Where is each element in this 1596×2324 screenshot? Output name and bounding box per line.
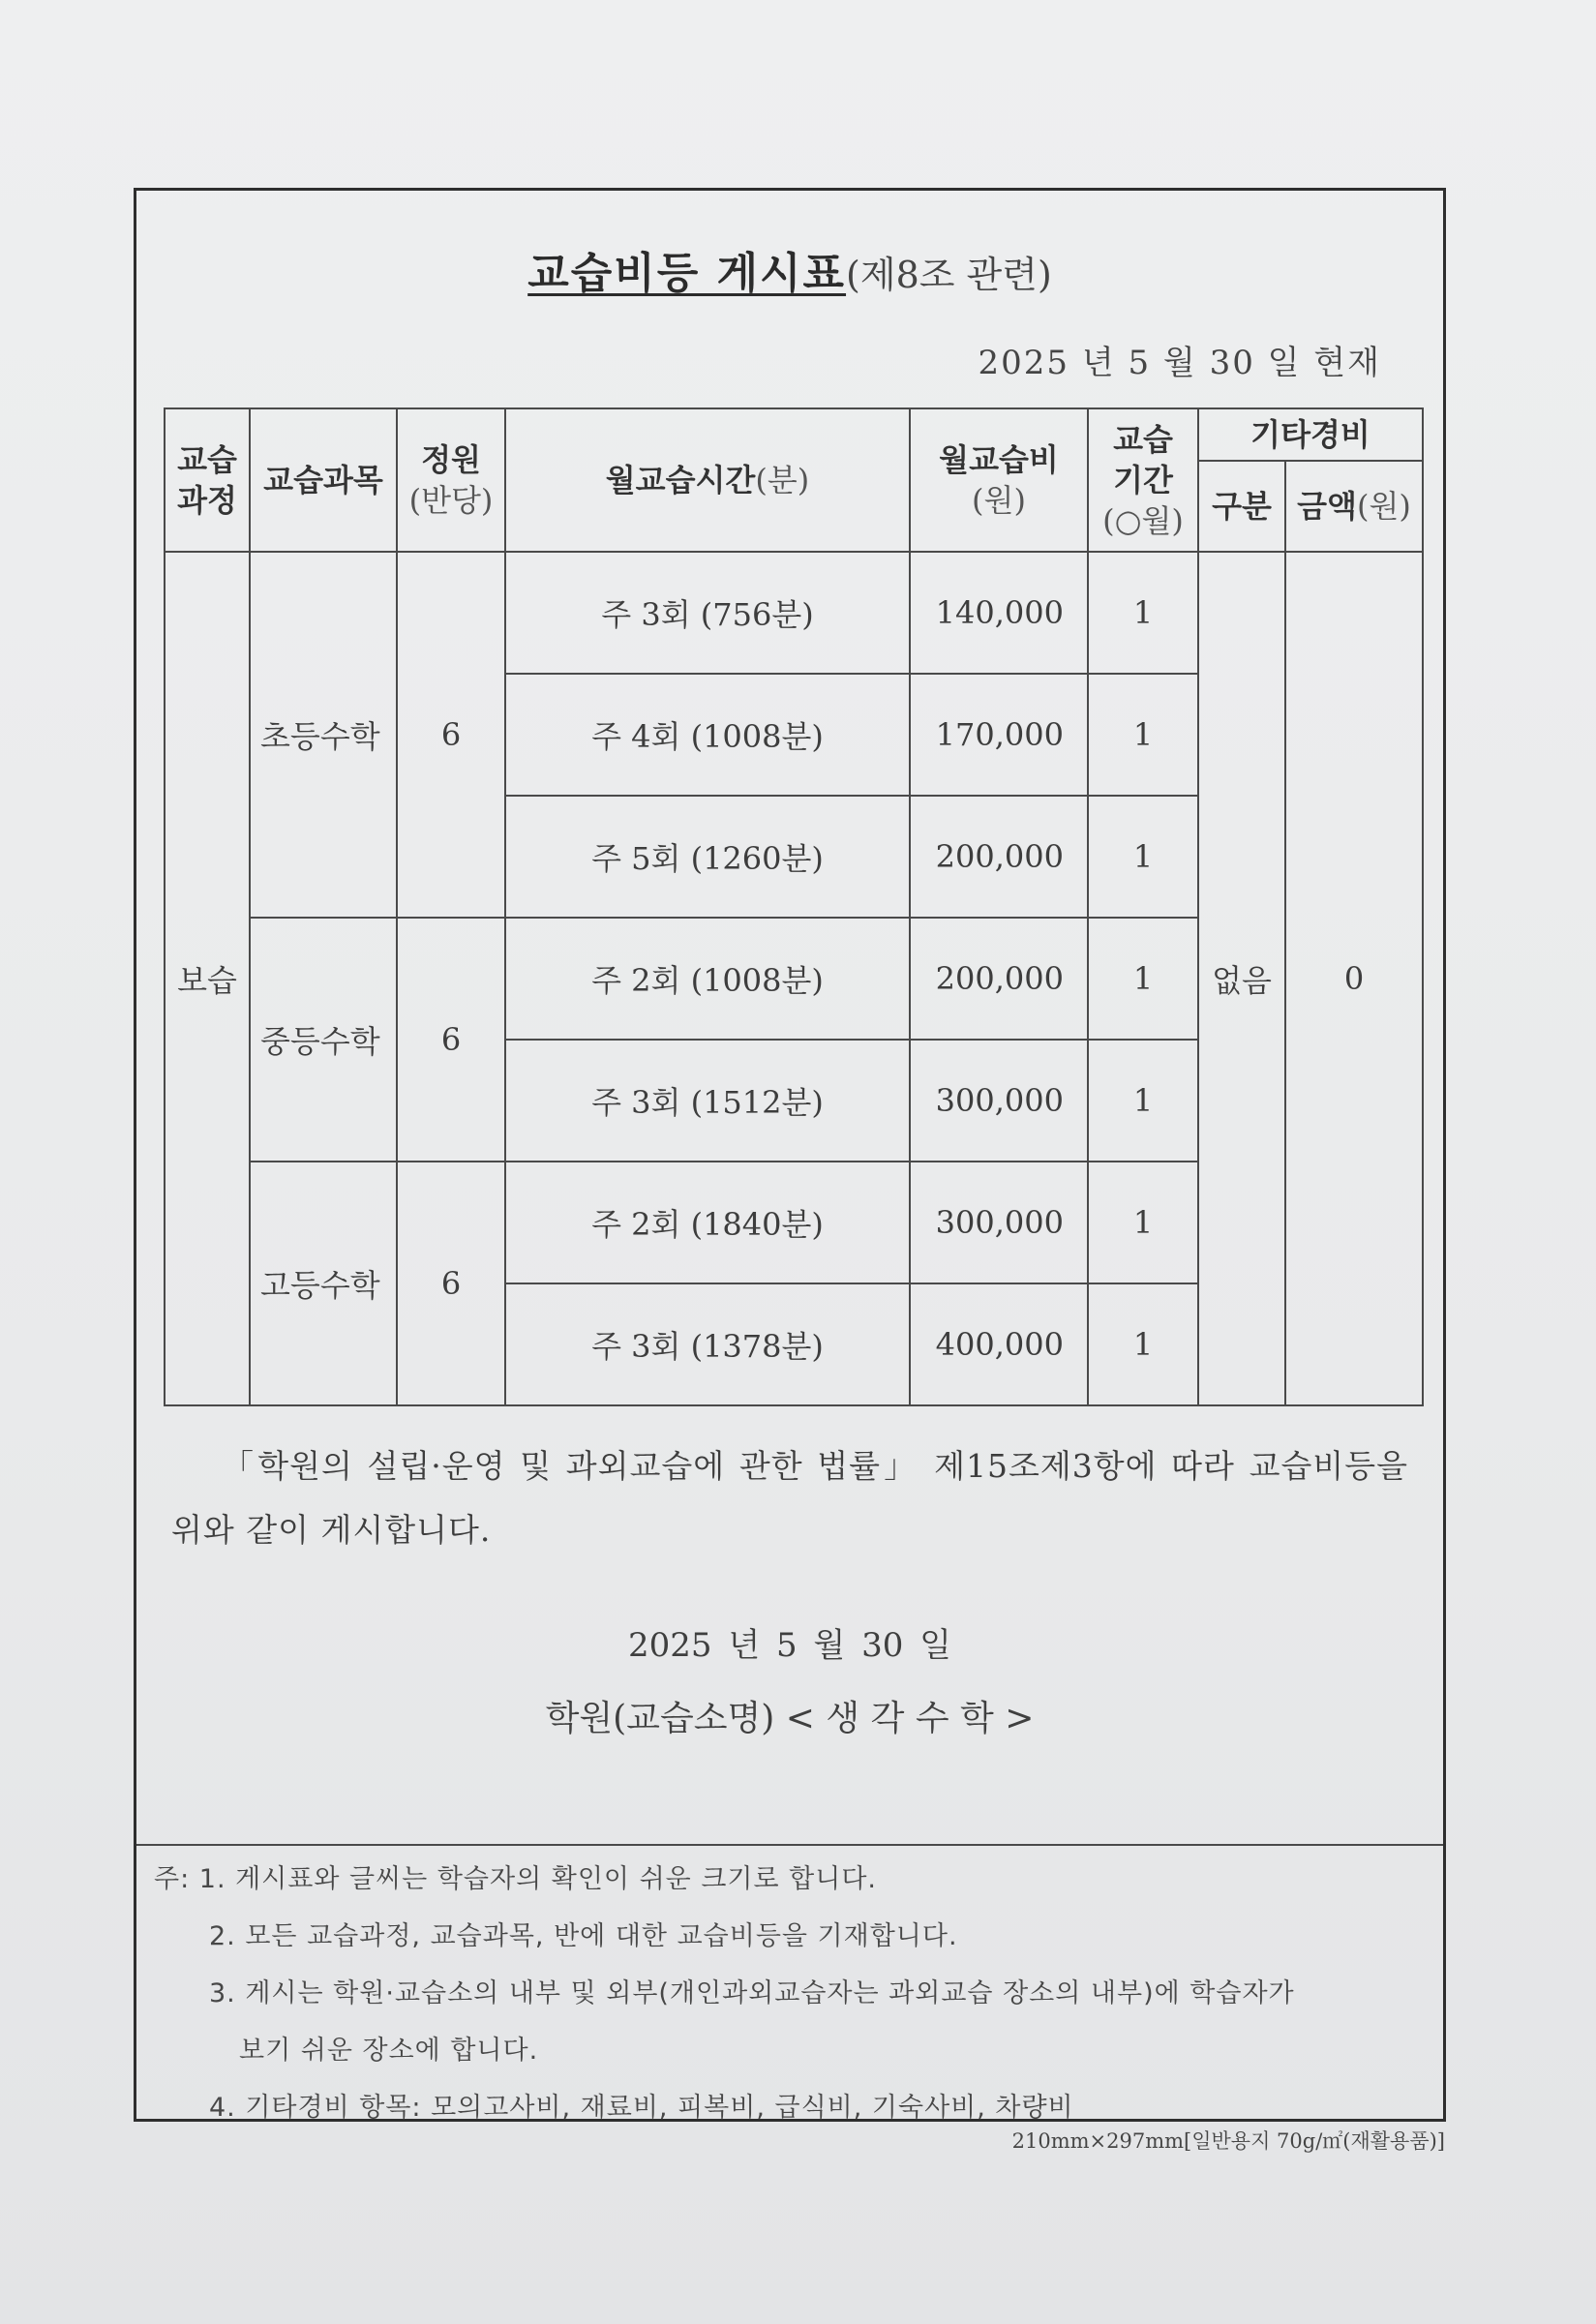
note-4: 4. 기타경비 항목: 모의고사비, 재료비, 피복비, 급식비, 기숙사비, 차량비 (209, 2093, 1074, 2123)
fee-cell: 300,000 (910, 1162, 1088, 1283)
hours-cell: 주 4회 (1008분) (505, 674, 910, 796)
hours-cell: 주 3회 (756분) (505, 552, 910, 674)
header-fee (910, 408, 1088, 552)
subject-cell: 초등수학 (250, 552, 397, 918)
notes-section (136, 1844, 1443, 2123)
header-capacity-label: 정원 (421, 441, 481, 478)
fee-cell: 200,000 (910, 796, 1088, 918)
subject-cell: 중등수학 (250, 918, 397, 1162)
fee-notice-sheet (134, 188, 1446, 2122)
capacity-cell: 6 (397, 1162, 505, 1405)
period-cell: 1 (1088, 1162, 1198, 1283)
fee-table (164, 407, 1424, 1406)
header-period-label: 교습 기간 (1113, 421, 1173, 498)
header-period-unit: (○월) (1102, 502, 1184, 539)
signature-date: 2025 년 5 월 30 일 (628, 1626, 951, 1665)
header-fee-unit: (원) (972, 482, 1026, 519)
other-amount-cell: 0 (1285, 552, 1423, 1405)
legal-statement: 「학원의 설립·운영 및 과외교습에 관한 법률」 제15조제3항에 따라 교습비등을 위와 같이 게시합니다. (171, 1447, 1408, 1549)
note-3: 3. 게시는 학원·교습소의 내부 및 외부(개인과외교습자는 과외교습 장소의 내부)에 학습자가 (209, 1978, 1295, 2008)
document-title (136, 245, 1443, 304)
hours-cell: 주 5회 (1260분) (505, 796, 910, 918)
header-other-amount (1285, 461, 1423, 552)
header-subject: 교습과목 (250, 408, 397, 552)
hours-cell: 주 2회 (1008분) (505, 918, 910, 1040)
note-2: 2. 모든 교습과정, 교습과목, 반에 대한 교습비등을 기재합니다. (209, 1921, 958, 1951)
header-fee-label: 월교습비 (939, 441, 1059, 478)
hours-cell: 주 3회 (1378분) (505, 1283, 910, 1405)
period-cell: 1 (1088, 552, 1198, 674)
header-other-amount-unit: (원) (1356, 488, 1411, 525)
header-capacity (397, 408, 505, 552)
note-1: 주: 1. 게시표와 글씨는 학습자의 확인이 쉬운 크기로 합니다. (154, 1864, 877, 1894)
fee-cell: 140,000 (910, 552, 1088, 674)
period-cell: 1 (1088, 918, 1198, 1040)
header-capacity-unit: (반당) (408, 482, 494, 519)
hours-cell: 주 3회 (1512분) (505, 1040, 910, 1162)
capacity-cell: 6 (397, 918, 505, 1162)
capacity-cell: 6 (397, 552, 505, 918)
header-hours-unit: (분) (755, 462, 810, 498)
period-cell: 1 (1088, 1283, 1198, 1405)
subject-cell: 고등수학 (250, 1162, 397, 1405)
fee-cell: 400,000 (910, 1283, 1088, 1405)
period-cell: 1 (1088, 796, 1198, 918)
header-other-expenses: 기타경비 (1198, 408, 1423, 461)
period-cell: 1 (1088, 1040, 1198, 1162)
header-other-amount-label: 금액 (1297, 488, 1357, 525)
header-hours (505, 408, 910, 552)
hours-cell: 주 2회 (1840분) (505, 1162, 910, 1283)
course-cell: 보습 (165, 552, 250, 1405)
header-course: 교습 과정 (165, 408, 250, 552)
header-period (1088, 408, 1198, 552)
title-main: 교습비등 게시표 (527, 249, 847, 298)
note-3-continued: 보기 쉬운 장소에 합니다. (239, 2036, 539, 2066)
academy-name: 학원(교습소명) < 생 각 수 학 > (545, 1699, 1035, 1738)
header-hours-label: 월교습시간 (605, 462, 756, 498)
as-of-date: 2025 년 5 월 30 일 현재 (978, 344, 1381, 382)
fee-cell: 200,000 (910, 918, 1088, 1040)
paper-spec: 210mm×297mm[일반용지 70g/㎡(재활용품)] (1011, 2129, 1445, 2153)
header-other-type: 구분 (1198, 461, 1285, 552)
other-type-cell: 없음 (1198, 552, 1285, 1405)
title-sub: (제8조 관련) (846, 254, 1052, 296)
fee-cell: 300,000 (910, 1040, 1088, 1162)
period-cell: 1 (1088, 674, 1198, 796)
fee-cell: 170,000 (910, 674, 1088, 796)
